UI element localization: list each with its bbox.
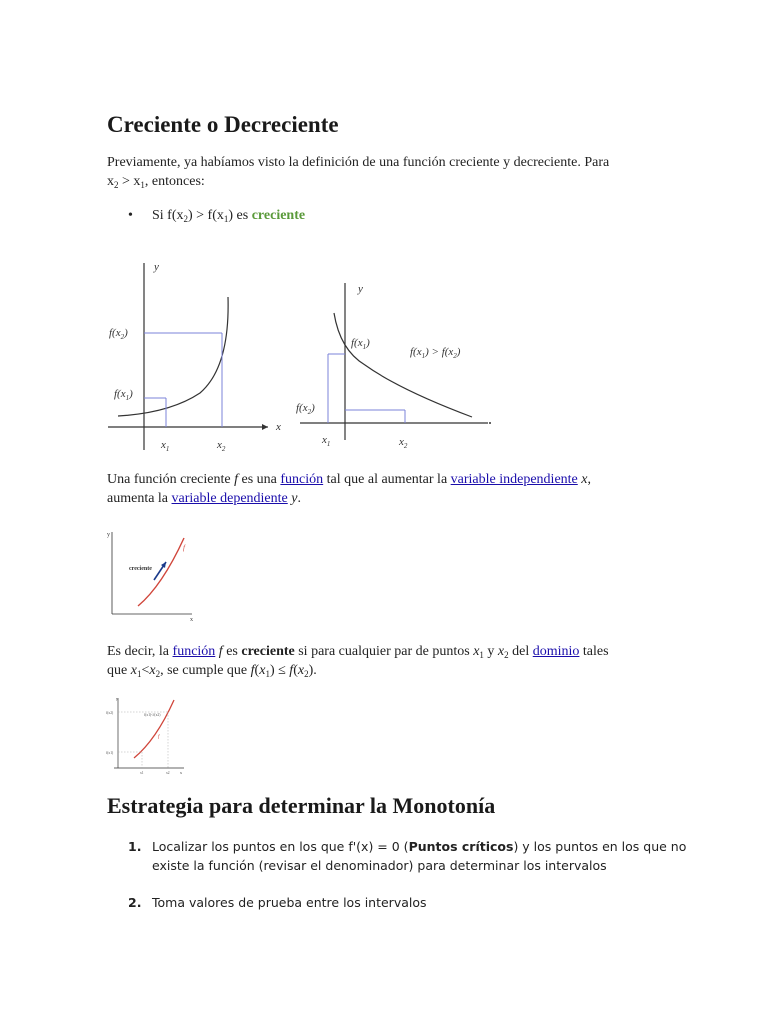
section-title-estrategia: Estrategia para determinar la Monotonía	[107, 793, 496, 818]
sub: 1	[265, 669, 270, 679]
left-fx2-label: $f(x_2)$	[109, 327, 128, 341]
text: <	[141, 663, 150, 678]
link-funcion-2[interactable]: función	[172, 644, 216, 659]
strategy-list	[128, 837, 687, 913]
right-graph	[296, 283, 491, 450]
intro-x2-sub: 2	[114, 180, 119, 190]
text: del	[508, 644, 533, 659]
text: f	[250, 663, 255, 678]
puntos-criticos-bold: Puntos críticos	[408, 839, 514, 854]
right-x2-tick: $x_2$	[399, 436, 408, 450]
mini2-y-label: y	[116, 696, 118, 701]
sub: 1	[479, 650, 484, 660]
text: si para cualquier par de puntos	[294, 644, 474, 659]
intro-x2: x	[107, 174, 114, 189]
mini-x-label: x	[190, 617, 193, 623]
intro-gt-x1: > x	[118, 174, 141, 189]
link-dominio[interactable]: dominio	[532, 644, 580, 659]
text-italic-f: f	[218, 644, 223, 659]
text: tales	[579, 644, 609, 659]
creciente-green-label: creciente	[251, 208, 306, 223]
sub: 2	[155, 669, 161, 679]
text: y	[483, 644, 498, 659]
mini-f-label: f	[183, 544, 185, 552]
text: (	[293, 663, 298, 678]
mini2-fx1-label: f(x1)	[106, 751, 114, 755]
intro-paragraph	[107, 153, 667, 191]
left-graph	[108, 261, 281, 453]
text: Localizar los puntos en los que f'(x) = 0 (	[152, 839, 409, 854]
text: .	[297, 491, 301, 506]
section-title-creciente: Creciente o Decreciente	[107, 112, 339, 137]
link-funcion[interactable]: función	[280, 472, 324, 487]
right-x1-tick: $x_1$	[322, 434, 331, 448]
text-x2: x	[497, 644, 505, 659]
item-2-number: 2.	[128, 895, 142, 910]
mini-creciente-label: creciente	[129, 566, 152, 572]
mini2-fx2-label: f(x2)	[106, 711, 114, 715]
right-fx2-label: $f(x_2)$	[296, 402, 315, 416]
item-1-number: 1.	[128, 839, 142, 854]
mini2-x1-tick: x1	[140, 771, 144, 775]
intro-line-1: Previamente, ya habíamos visto la definición de una función creciente y decreciente. Para	[107, 155, 610, 170]
mini2-x-label: x	[180, 770, 182, 775]
mini-y-label: y	[107, 532, 110, 538]
bullet-part: Si f(x	[152, 208, 184, 223]
text: ) y los puntos en los que no	[513, 839, 687, 854]
left-x-label: x	[276, 421, 281, 433]
text: ,	[587, 472, 591, 487]
text: x	[259, 663, 266, 678]
text: existe la función (revisar el denominador) para determinar los intervalos	[152, 858, 607, 873]
link-variable-dependiente[interactable]: variable dependiente	[171, 491, 288, 506]
text-italic-x: x	[581, 472, 588, 487]
text: x	[130, 663, 137, 678]
text: Una función creciente	[107, 472, 235, 487]
text: tal que al aumentar la	[323, 472, 451, 487]
right-fx1-label: $f(x_1)$	[351, 337, 370, 351]
bullet-text	[152, 208, 305, 224]
sub: 1	[136, 669, 142, 679]
intro-entonces: , entonces:	[144, 174, 205, 189]
intro-x1-sub: 1	[140, 180, 145, 190]
text: , se cumple que	[160, 663, 251, 678]
definition-mini-graph	[104, 692, 190, 776]
text-italic-y: y	[291, 491, 298, 506]
item-2-text: Toma valores de prueba entre los intervalos	[152, 895, 427, 910]
left-x1-tick: $x_1$	[161, 439, 170, 453]
mini2-f-label: f	[158, 735, 160, 740]
bullet-dot: •	[128, 208, 133, 223]
mini2-comparison-label: f(x1)<f(x2)	[144, 713, 161, 717]
creciente-bold: creciente	[241, 644, 295, 659]
text: Es decir, la	[107, 644, 173, 659]
text: es una	[238, 472, 281, 487]
text: ).	[308, 663, 317, 678]
mini2-x2-tick: x2	[166, 771, 170, 775]
increasing-decreasing-graphs	[100, 255, 500, 460]
es-decir-paragraph	[107, 642, 707, 680]
text: x	[149, 663, 156, 678]
item-1-text	[152, 837, 686, 875]
strategy-item-2	[128, 893, 668, 913]
text: x	[297, 663, 305, 678]
link-variable-independiente[interactable]: variable independiente	[450, 472, 578, 487]
sub: 2	[504, 650, 509, 660]
text: es	[222, 644, 242, 659]
definition-paragraph	[107, 470, 707, 508]
strategy-item-1	[128, 837, 687, 875]
bullet-part: ) > f(x	[188, 208, 224, 223]
text: aumenta la	[107, 491, 172, 506]
bullet-part: ) es	[228, 208, 252, 223]
left-y-label: y	[154, 261, 159, 273]
bullet-sub: 2	[183, 214, 188, 224]
right-comparison-label: $f(x_1) > f(x_2)$	[410, 346, 461, 360]
text: ) ≤	[269, 663, 290, 678]
left-x2-tick: $x_2$	[217, 439, 226, 453]
text: (	[254, 663, 260, 678]
bullet-sub: 1	[223, 214, 229, 224]
right-y-label: y	[358, 283, 363, 295]
decreasing-curve	[334, 313, 472, 417]
text-x1: x	[473, 644, 480, 659]
sub: 2	[304, 669, 309, 679]
creciente-mini-graph	[104, 522, 196, 626]
left-fx1-label: $f(x_1)$	[114, 388, 133, 402]
text: que	[107, 663, 131, 678]
text-italic-f: f	[234, 472, 238, 487]
text: f	[289, 663, 294, 678]
increasing-curve	[118, 297, 228, 416]
